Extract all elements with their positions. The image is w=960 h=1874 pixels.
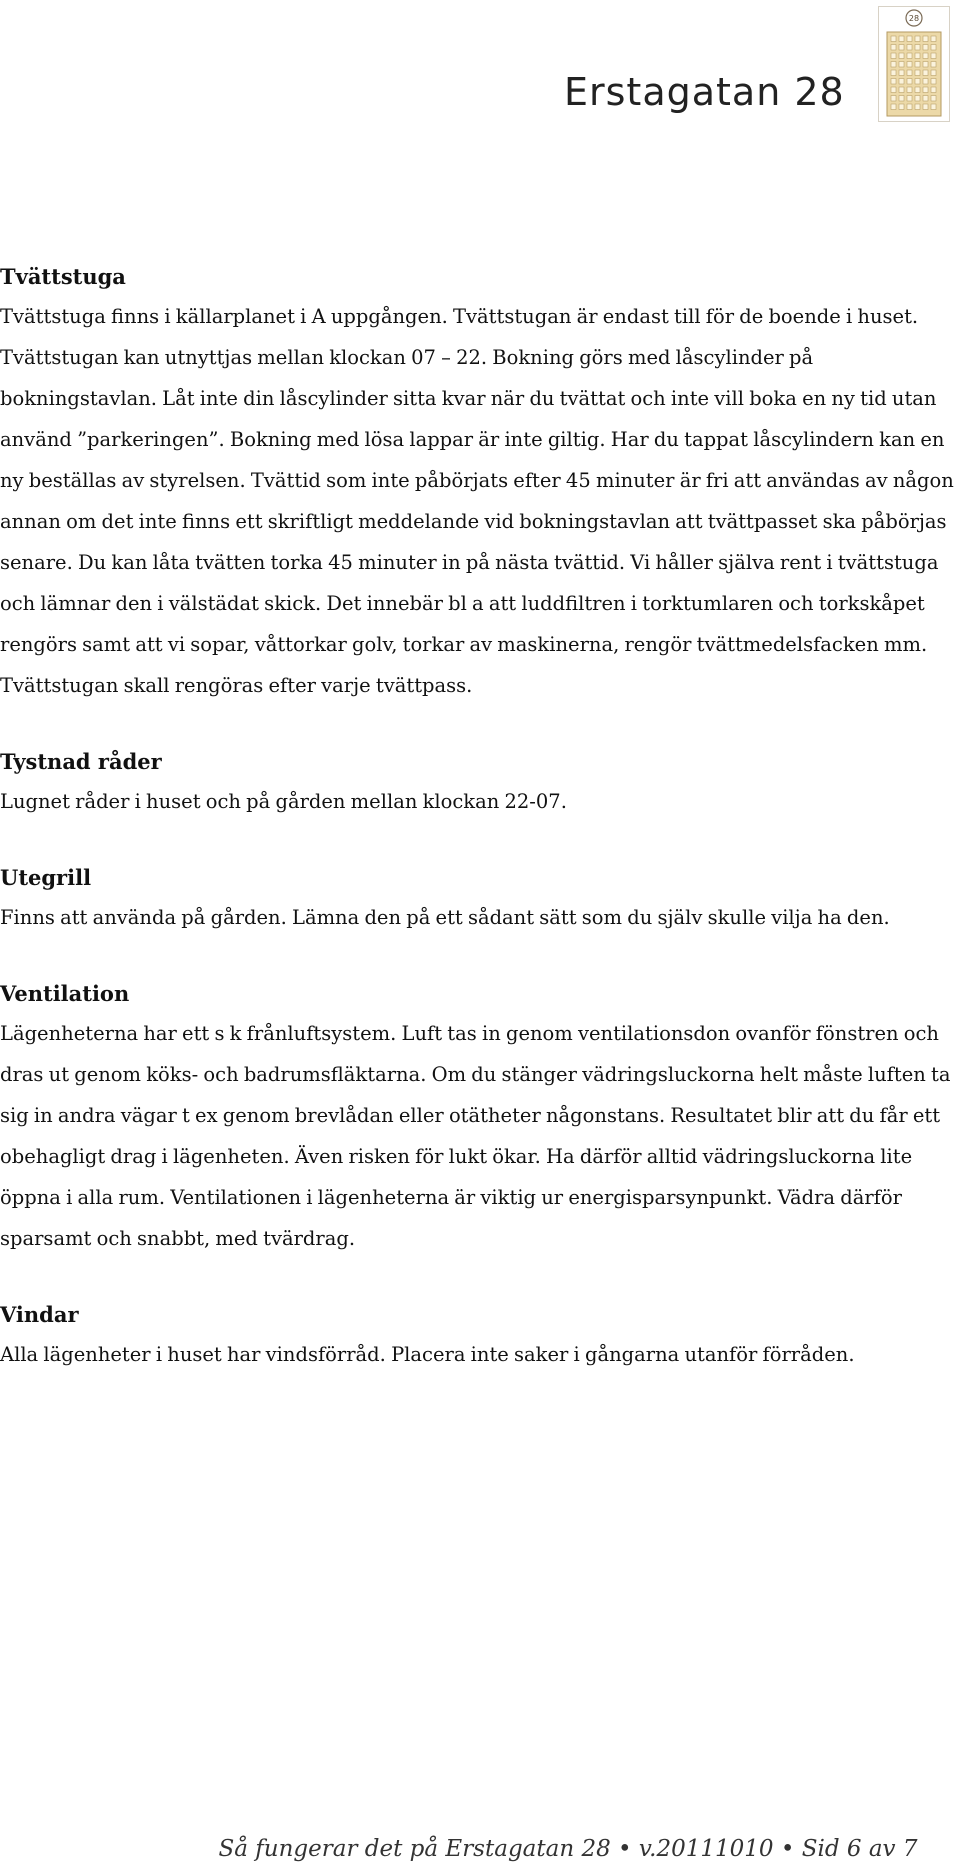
document-body [0, 262, 958, 1375]
section-heading: Vindar [0, 1302, 79, 1327]
section-heading: Utegrill [0, 865, 92, 890]
section-vindar [0, 1300, 958, 1375]
section-body: Lugnet råder i huset och på gården mellan klockan 22-07. [0, 790, 567, 813]
section-heading: Ventilation [0, 981, 130, 1006]
section-tvattstuga [0, 262, 958, 706]
section-body: Alla lägenheter i huset har vindsförråd. Placera inte saker i gångarna utanför förråden. [0, 1343, 855, 1366]
section-utegrill [0, 863, 958, 938]
section-body: Finns att använda på gården. Lämna den på ett sådant sätt som du själv skulle vilja ha den. [0, 906, 890, 929]
section-heading: Tystnad råder [0, 749, 162, 774]
section-body: Tvättstuga finns i källarplanet i A uppgången. Tvättstugan är endast till för de boende i huset. Tvättstugan kan utnyttjas mellan klockan 07 – 22. Bokning görs med låscylinder på bokningstavlan. Låt inte din låscylinder sitta kvar när du tvättat och inte vill boka en ny tid utan använd ”parkeringen”. Bokning med lösa lappar är inte giltig. Har du tappat låscylindern kan en ny beställas av styrelsen. Tvättid som inte påbörjats efter 45 minuter är fri att användas av någon annan om det inte finns ett skriftligt meddelande vid bokningstavlan att tvättpasset ska påbörjas senare. Du kan låta tvätten torka 45 minuter in på nästa tvättid. Vi håller själva rent i tvättstuga och lämnar den i välstädat skick. Det innebär bl a att luddfiltren i torktumlaren och torkskåpet rengörs samt att vi sopar, våttorkar golv, torkar av maskinerna, rengör tvättmedelsfacken mm. Tvättstugan skall rengöras efter varje tvättpass. [0, 305, 954, 697]
section-heading: Tvättstuga [0, 264, 126, 289]
page-footer [0, 1836, 960, 1862]
logo-number: 28 [908, 14, 920, 23]
building-logo [878, 6, 950, 122]
page-header [0, 0, 960, 130]
section-tystnad [0, 747, 958, 822]
footer-text: Så fungerar det på Erstagatan 28 • v.20111010 • Sid 6 av 7 [218, 1836, 918, 1862]
section-ventilation [0, 979, 958, 1259]
brand-title: Erstagatan 28 [564, 70, 845, 114]
section-body: Lägenheterna har ett s k frånluftsystem. Luft tas in genom ventilationsdon ovanför fönstren och dras ut genom köks- och badrumsfläktarna. Om du stänger vädringsluckorna helt måste luften ta sig in andra vägar t ex genom brevlådan eller otätheter någonstans. Resultatet blir att du får ett obehagligt drag i lägenheten. Även risken för lukt ökar. Ha därför alltid vädringsluckorna lite öppna i alla rum. Ventilationen i lägenheterna är viktig ur energisparsynpunkt. Vädra därför sparsamt och snabbt, med tvärdrag. [0, 1022, 951, 1250]
